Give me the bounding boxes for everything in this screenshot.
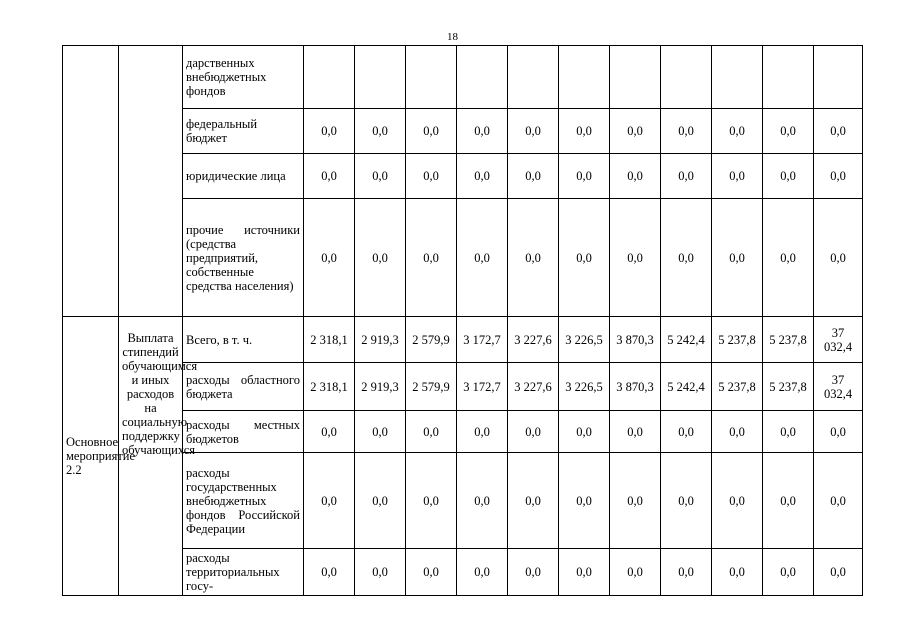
value-cell: 0,0 [610, 109, 661, 154]
value-cell: 0,0 [610, 411, 661, 453]
value-cell [457, 46, 508, 109]
value-cell: 3 172,7 [457, 317, 508, 363]
value-cell: 0,0 [406, 549, 457, 596]
value-cell: 0,0 [559, 453, 610, 549]
value-cell: 0,0 [355, 549, 406, 596]
value-cell: 0,0 [508, 453, 559, 549]
name-cell-continued [119, 46, 183, 317]
source-cell: расходы областного бюджета [183, 363, 304, 411]
value-cell: 0,0 [763, 411, 814, 453]
value-cell: 37 032,4 [814, 363, 863, 411]
value-cell: 0,0 [814, 109, 863, 154]
value-cell: 0,0 [406, 109, 457, 154]
event-cell-continued [63, 46, 119, 317]
value-cell: 0,0 [712, 453, 763, 549]
table-row [63, 109, 863, 154]
value-cell: 0,0 [559, 549, 610, 596]
value-cell: 0,0 [304, 199, 355, 317]
value-cell: 3 172,7 [457, 363, 508, 411]
value-cell: 0,0 [559, 199, 610, 317]
value-cell: 5 237,8 [763, 363, 814, 411]
source-cell: прочие источники (средства предприятий, собственные средства населения) [183, 199, 304, 317]
source-cell: юридические лица [183, 154, 304, 199]
value-cell [304, 46, 355, 109]
value-cell: 0,0 [661, 199, 712, 317]
value-cell: 5 242,4 [661, 363, 712, 411]
value-cell: 0,0 [814, 199, 863, 317]
value-cell: 0,0 [661, 109, 712, 154]
value-cell: 3 227,6 [508, 363, 559, 411]
value-cell: 2 919,3 [355, 317, 406, 363]
value-cell: 0,0 [559, 411, 610, 453]
value-cell: 0,0 [661, 411, 712, 453]
value-cell [661, 46, 712, 109]
value-cell: 0,0 [457, 154, 508, 199]
value-cell: 0,0 [661, 549, 712, 596]
value-cell: 0,0 [508, 549, 559, 596]
value-cell: 0,0 [763, 453, 814, 549]
event-name-cell: Выплата стипендий обучающимся и иных расходов на социальную поддержку обучающихся [119, 317, 183, 596]
value-cell: 0,0 [610, 154, 661, 199]
source-cell: расходы государственных внебюджетных фондов Российской Федерации [183, 453, 304, 549]
source-cell: расходы территориальных госу- [183, 549, 304, 596]
table-row [63, 453, 863, 549]
value-cell: 0,0 [457, 411, 508, 453]
value-cell [406, 46, 457, 109]
value-cell: 0,0 [712, 549, 763, 596]
value-cell: 0,0 [763, 109, 814, 154]
value-cell: 0,0 [763, 549, 814, 596]
table-row [63, 46, 863, 109]
value-cell: 0,0 [406, 411, 457, 453]
value-cell: 0,0 [457, 549, 508, 596]
value-cell: 3 226,5 [559, 317, 610, 363]
value-cell: 3 227,6 [508, 317, 559, 363]
table-row [63, 199, 863, 317]
value-cell: 0,0 [712, 154, 763, 199]
value-cell: 0,0 [457, 453, 508, 549]
value-cell: 0,0 [559, 154, 610, 199]
value-cell [508, 46, 559, 109]
budget-table [62, 45, 863, 596]
value-cell: 3 226,5 [559, 363, 610, 411]
value-cell: 3 870,3 [610, 317, 661, 363]
value-cell: 37 032,4 [814, 317, 863, 363]
value-cell: 3 870,3 [610, 363, 661, 411]
value-cell: 2 579,9 [406, 363, 457, 411]
value-cell: 0,0 [508, 109, 559, 154]
event-cell: Основное мероприятие 2.2 [63, 317, 119, 596]
value-cell: 0,0 [712, 199, 763, 317]
value-cell: 0,0 [355, 109, 406, 154]
value-cell: 0,0 [355, 411, 406, 453]
value-cell: 0,0 [304, 411, 355, 453]
value-cell: 0,0 [610, 549, 661, 596]
value-cell: 2 318,1 [304, 363, 355, 411]
source-cell: расходы местных бюджетов [183, 411, 304, 453]
value-cell [814, 46, 863, 109]
source-cell: дарственных внебюджетных фондов [183, 46, 304, 109]
value-cell: 0,0 [457, 199, 508, 317]
value-cell: 0,0 [508, 199, 559, 317]
value-cell: 0,0 [508, 154, 559, 199]
page-number: 18 [447, 31, 458, 43]
value-cell: 0,0 [304, 109, 355, 154]
value-cell: 2 579,9 [406, 317, 457, 363]
value-cell [763, 46, 814, 109]
value-cell: 5 237,8 [712, 317, 763, 363]
value-cell: 0,0 [814, 411, 863, 453]
value-cell: 2 318,1 [304, 317, 355, 363]
value-cell: 0,0 [712, 411, 763, 453]
value-cell [712, 46, 763, 109]
value-cell: 0,0 [406, 453, 457, 549]
value-cell: 5 237,8 [712, 363, 763, 411]
source-cell: Всего, в т. ч. [183, 317, 304, 363]
value-cell: 0,0 [406, 199, 457, 317]
value-cell [355, 46, 406, 109]
value-cell: 0,0 [814, 549, 863, 596]
value-cell: 0,0 [304, 549, 355, 596]
value-cell: 5 242,4 [661, 317, 712, 363]
value-cell [559, 46, 610, 109]
value-cell: 0,0 [763, 199, 814, 317]
value-cell: 0,0 [355, 453, 406, 549]
value-cell: 0,0 [559, 109, 610, 154]
value-cell: 0,0 [355, 199, 406, 317]
value-cell: 0,0 [712, 109, 763, 154]
value-cell: 0,0 [610, 199, 661, 317]
source-cell: федеральный бюджет [183, 109, 304, 154]
value-cell: 0,0 [406, 154, 457, 199]
value-cell: 0,0 [304, 154, 355, 199]
value-cell: 0,0 [661, 453, 712, 549]
value-cell: 0,0 [457, 109, 508, 154]
value-cell: 0,0 [355, 154, 406, 199]
value-cell: 5 237,8 [763, 317, 814, 363]
value-cell: 0,0 [814, 154, 863, 199]
table-row [63, 317, 863, 363]
table-row [63, 549, 863, 596]
value-cell: 2 919,3 [355, 363, 406, 411]
value-cell: 0,0 [661, 154, 712, 199]
table-row [63, 154, 863, 199]
value-cell: 0,0 [508, 411, 559, 453]
value-cell: 0,0 [610, 453, 661, 549]
value-cell: 0,0 [814, 453, 863, 549]
value-cell [610, 46, 661, 109]
value-cell: 0,0 [763, 154, 814, 199]
value-cell: 0,0 [304, 453, 355, 549]
